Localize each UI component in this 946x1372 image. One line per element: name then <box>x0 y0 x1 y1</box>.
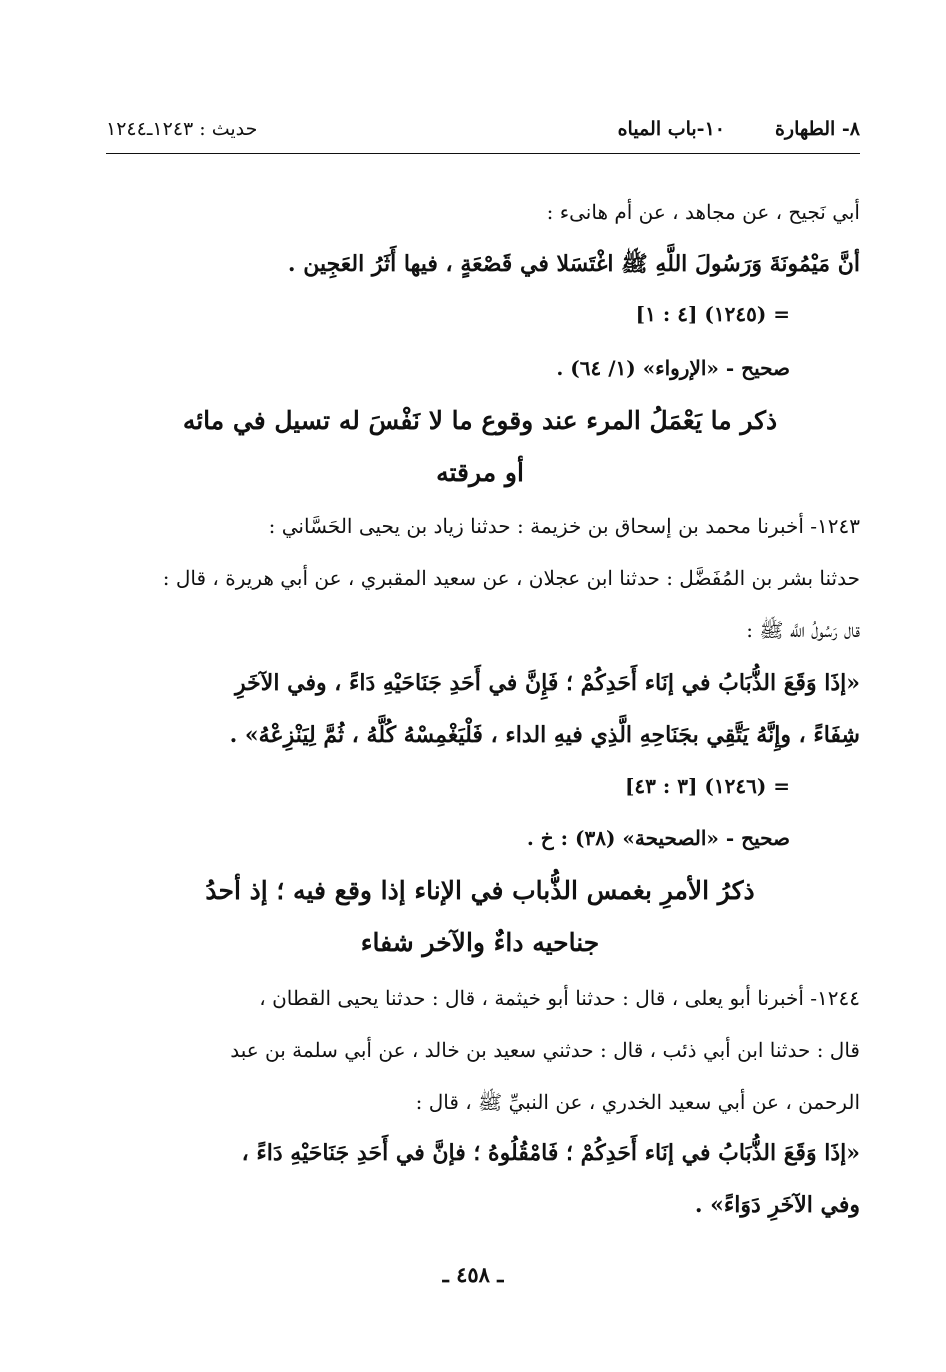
isnad-line: الرحمن ، عن أبي سعيد الخدري ، عن النبيِّ ﷺ ، قال : <box>415 1090 860 1114</box>
cross-reference: = (١٢٤٥) [٤ : ١] <box>635 302 790 326</box>
cross-reference: = (١٢٤٦) [٣ : ٤٣] <box>624 774 790 798</box>
hadith-text-line: وفي الآخَرِ دَوَاءً» . <box>694 1192 860 1218</box>
text-line: أبي نَجيح ، عن مجاهد ، عن أم هانىء : <box>546 200 860 224</box>
hadith-text-line: أنَّ مَيْمُونَةَ وَرَسُولَ اللَّهِ ﷺ اغْتَسَلا في قَصْعَةٍ ، فيها أَثَرُ العَجِين . <box>287 251 860 277</box>
header-hadith-range: حديث : ١٢٤٣ـ١٢٤٤ <box>106 118 258 140</box>
grading-line: صحيح - «الصحيحة» (٣٨) : خ . <box>526 826 790 850</box>
isnad-line: حدثنا بشر بن المُفَضَّل : حدثنا ابن عجلان ، عن سعيد المقبري ، عن أبي هريرة ، قال : <box>162 566 860 590</box>
isnad-line: قال : حدثنا ابن أبي ذئب ، قال : حدثني سعيد بن خالد ، عن أبي سلمة بن عبد <box>230 1038 860 1062</box>
running-header <box>106 112 860 148</box>
isnad-line: ١٢٤٤- أخبرنا أبو يعلى ، قال : حدثنا أبو خيثمة ، قال : حدثنا يحيى القطان ، <box>259 986 860 1010</box>
isnad-line: ١٢٤٣- أخبرنا محمد بن إسحاق بن خزيمة : حدثنا زياد بن يحيى الحَسَّاني : <box>268 514 860 538</box>
section-heading: ذكر ما يَعْمَلُ المرء عند وقوع ما لا نَفْسَ له تسيل في مائه <box>182 406 778 435</box>
hadith-text-line: «إذَا وَقَعَ الذُّبَابُ في إنَاء أَحَدِكُمْ ؛ فَامْقُلُوهُ ؛ فإنَّ في أَحَدِ جَنَاحَيْهِ دَاءً ، <box>241 1140 860 1166</box>
isnad-line: قال رَسُولُ اللَّه ﷺ : <box>746 618 860 642</box>
hadith-text-line: «إذَا وَقَعَ الذُّبَابُ في إنَاء أَحَدِكُمْ ؛ فَإِنَّ في أَحَدِ جَنَاحَيْهِ دَاءً ، وفي الآخَرِ <box>235 670 860 696</box>
grading-line: صحيح - «الإرواء» (١/ ٦٤) . <box>556 356 790 380</box>
hadith-text-line: شِفَاءً ، وإِنَّهُ يَتَّقِي بجَنَاحِهِ الَّذِي فيهِ الداء ، فَلْيَغْمِسْهُ كُلَّهُ ، ثُمَّ لِيَنْزِعْهُ» . <box>229 722 860 748</box>
header-divider <box>106 153 860 154</box>
section-heading: جناحيه داءٌ والآخر شفاء <box>360 928 600 957</box>
section-heading: أو مرقته <box>436 458 524 487</box>
page-number: ـ ٤٥٨ ـ <box>442 1262 504 1287</box>
section-heading: ذكرُ الأمرِ بغمس الذُّباب في الإناء إذا وقع فيه ؛ إذ أحدُ <box>205 876 755 905</box>
header-bab: ١٠-باب المياه <box>617 118 725 140</box>
header-chapter: ٨- الطهارة <box>774 118 860 140</box>
